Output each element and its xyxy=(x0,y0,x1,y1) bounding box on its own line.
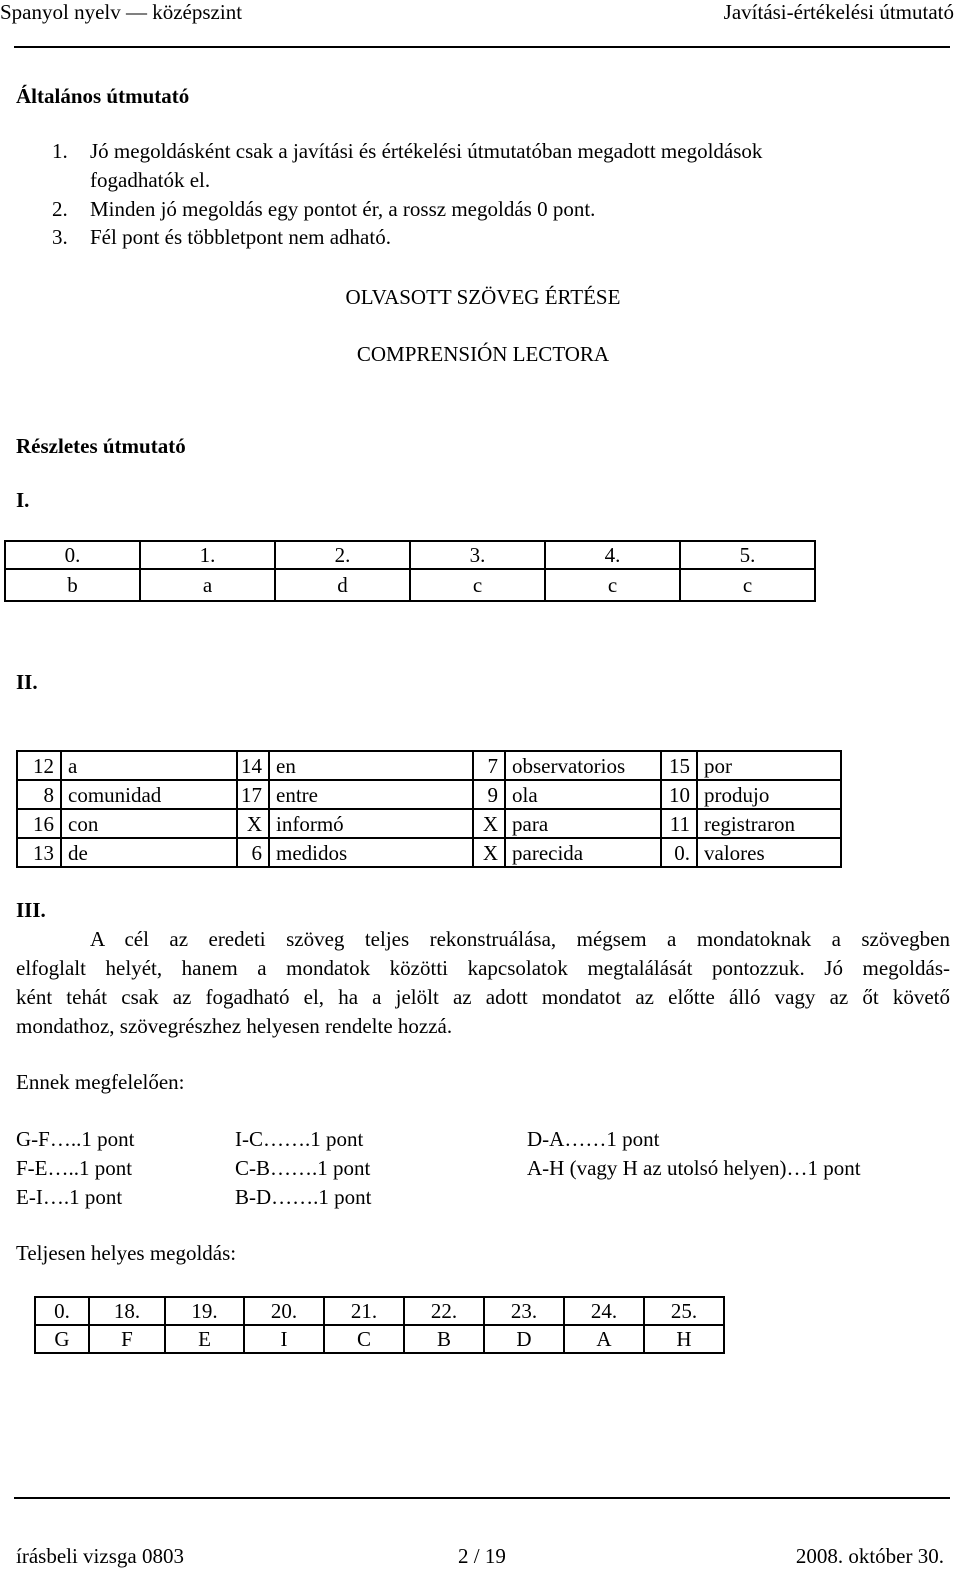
general-title: Általános útmutató xyxy=(16,84,190,108)
part2-word: entre xyxy=(269,780,473,809)
header-left: Spanyol nyelv — középszint xyxy=(0,0,243,24)
part3-number: 20. xyxy=(244,1297,324,1325)
part2-number: 9 xyxy=(473,780,505,809)
general-item-3-text: Fél pont és többletpont nem adható. xyxy=(90,225,391,249)
general-item-3-num: 3. xyxy=(52,225,68,249)
part1-number: 5. xyxy=(680,541,815,569)
part2-number: 16 xyxy=(17,809,61,838)
part2-word: de xyxy=(61,838,237,867)
part3-letter: F xyxy=(89,1325,165,1353)
section-title-es: COMPRENSIÓN LECTORA xyxy=(356,342,610,366)
part3-letter: A xyxy=(564,1325,644,1353)
footer-left: írásbeli vizsga 0803 xyxy=(16,1544,184,1568)
part2-word: observatorios xyxy=(505,751,661,780)
part3-letter: H xyxy=(644,1325,724,1353)
part2-word: informó xyxy=(269,809,473,838)
part2-word: con xyxy=(61,809,237,838)
part2-number: 15 xyxy=(661,751,697,780)
part3-letter: C xyxy=(324,1325,404,1353)
part2-number: X xyxy=(237,809,269,838)
part2-number: 12 xyxy=(17,751,61,780)
part2-number: X xyxy=(473,809,505,838)
part2-number: 17 xyxy=(237,780,269,809)
part1-number: 0. xyxy=(5,541,140,569)
table-row xyxy=(17,809,841,838)
part2-word: por xyxy=(697,751,841,780)
score-item: G-F…..1 pont xyxy=(16,1127,135,1151)
part2-number: 14 xyxy=(237,751,269,780)
part1-answer: a xyxy=(140,569,275,601)
part2-number: 8 xyxy=(17,780,61,809)
part1-number: 3. xyxy=(410,541,545,569)
table-row xyxy=(17,751,841,780)
part3-number: 0. xyxy=(35,1297,89,1325)
part2-number: 7 xyxy=(473,751,505,780)
part3-number: 23. xyxy=(484,1297,564,1325)
part2-number: X xyxy=(473,838,505,867)
table-row xyxy=(17,838,841,867)
part2-number: 0. xyxy=(661,838,697,867)
part2-word: para xyxy=(505,809,661,838)
part3-full-solution-label: Teljesen helyes megoldás: xyxy=(16,1241,237,1265)
part1-answer-table xyxy=(4,540,816,602)
part2-label: II. xyxy=(16,670,38,694)
part3-number: 22. xyxy=(404,1297,484,1325)
part2-word: parecida xyxy=(505,838,661,867)
part1-answer: c xyxy=(680,569,815,601)
part2-number: 6 xyxy=(237,838,269,867)
part2-word: registraron xyxy=(697,809,841,838)
part2-word: comunidad xyxy=(61,780,237,809)
part3-letter: B xyxy=(404,1325,484,1353)
score-item: E-I….1 pont xyxy=(16,1185,123,1209)
general-item-1-num: 1. xyxy=(52,139,68,163)
part2-number: 13 xyxy=(17,838,61,867)
footer-page-number: 2 / 19 xyxy=(458,1544,506,1568)
part3-paragraph-line: elfoglalt helyét, hanem a mondatok közötti kapcsolatok megtalálását pontozzuk. Jó megoldás- xyxy=(16,956,950,980)
part3-letter: G xyxy=(35,1325,89,1353)
table-row xyxy=(17,780,841,809)
general-item-1-text-cont: fogadhatók el. xyxy=(90,168,211,192)
part3-letter-row xyxy=(35,1325,724,1353)
part3-paragraph-line: A cél az eredeti szöveg teljes rekonstruálása, mégsem a mondatoknak a szövegben xyxy=(90,927,950,951)
part3-number: 19. xyxy=(165,1297,244,1325)
header-right: Javítási-értékelési útmutató xyxy=(723,0,954,24)
part2-word: medidos xyxy=(269,838,473,867)
score-item: F-E…..1 pont xyxy=(16,1156,133,1180)
part3-letter: I xyxy=(244,1325,324,1353)
part2-word: ola xyxy=(505,780,661,809)
part2-number: 10 xyxy=(661,780,697,809)
part3-letter: E xyxy=(165,1325,244,1353)
score-item: I-C…….1 pont xyxy=(235,1127,364,1151)
part3-paragraph-line: ként tehát csak az fogadható el, ha a jelölt az adott mondatot az előtte álló vagy az őt követő xyxy=(16,985,950,1009)
part1-number: 2. xyxy=(275,541,410,569)
score-item: D-A……1 pont xyxy=(527,1127,660,1151)
detailed-title: Részletes útmutató xyxy=(16,434,186,458)
part1-answer: c xyxy=(410,569,545,601)
part2-answer-table xyxy=(16,750,842,868)
part1-answer: d xyxy=(275,569,410,601)
score-item: C-B…….1 pont xyxy=(235,1156,371,1180)
part2-number: 11 xyxy=(661,809,697,838)
part3-number: 24. xyxy=(564,1297,644,1325)
general-item-2-text: Minden jó megoldás egy pontot ér, a rossz megoldás 0 pont. xyxy=(90,197,596,221)
part1-number: 1. xyxy=(140,541,275,569)
header-rule xyxy=(14,46,950,48)
part1-number: 4. xyxy=(545,541,680,569)
part3-letter: D xyxy=(484,1325,564,1353)
part3-label: III. xyxy=(16,898,46,922)
part2-word: a xyxy=(61,751,237,780)
part2-word: valores xyxy=(697,838,841,867)
score-item: B-D…….1 pont xyxy=(235,1185,372,1209)
general-item-2-num: 2. xyxy=(52,197,68,221)
part3-paragraph-line: mondathoz, szövegrészhez helyesen rendelte hozzá. xyxy=(16,1014,453,1038)
part3-number-row xyxy=(35,1297,724,1325)
part1-label: I. xyxy=(16,488,30,512)
part3-number: 25. xyxy=(644,1297,724,1325)
part3-accordingly: Ennek megfelelően: xyxy=(16,1070,185,1094)
part2-word: produjo xyxy=(697,780,841,809)
general-item-1-text: Jó megoldásként csak a javítási és értékelési útmutatóban megadott megoldások xyxy=(90,139,763,163)
part3-number: 21. xyxy=(324,1297,404,1325)
section-title-hu: OLVASOTT SZÖVEG ÉRTÉSE xyxy=(345,285,621,309)
score-item: A-H (vagy H az utolsó helyen)…1 pont xyxy=(527,1156,861,1180)
part2-word: en xyxy=(269,751,473,780)
part1-answer: b xyxy=(5,569,140,601)
footer-right: 2008. október 30. xyxy=(795,1544,944,1568)
part1-answer-row xyxy=(5,569,815,601)
part1-number-row xyxy=(5,541,815,569)
footer-rule xyxy=(14,1497,950,1499)
part3-solution-table xyxy=(34,1296,725,1354)
part3-number: 18. xyxy=(89,1297,165,1325)
part1-answer: c xyxy=(545,569,680,601)
